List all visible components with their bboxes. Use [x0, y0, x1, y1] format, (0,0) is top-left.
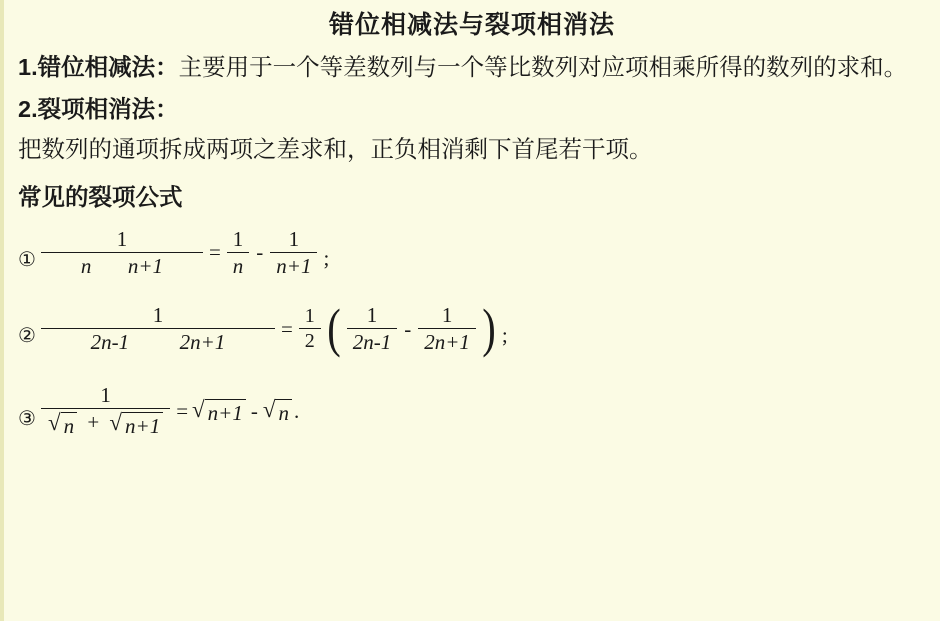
- formula-2-coefficient: [299, 305, 321, 353]
- formula-2-rhs-fraction-1: [347, 304, 398, 354]
- formula-1-den-right: n+1: [127, 253, 164, 278]
- formula-2-rhs-num-2: 1: [441, 302, 453, 327]
- formula-1-rhs-fraction-2: [270, 228, 317, 278]
- formula-3-rhs-radical-2: [263, 397, 292, 426]
- formula-3-minus: -: [250, 399, 258, 424]
- formula-1-rhs-num-1: 1: [232, 226, 244, 251]
- radical-sign-icon: √: [109, 410, 123, 436]
- formula-1-equals: =: [208, 240, 221, 265]
- formulas-subhead: 常见的裂项公式: [18, 183, 183, 210]
- formula-3-rhs-rad-1-body: n+1: [205, 399, 246, 426]
- formula-1-rhs-den-1: n: [227, 252, 250, 278]
- formula-2-den-left: 2n-1: [90, 330, 130, 355]
- formula-3: [18, 384, 926, 439]
- formula-2-rhs-den-1: 2n-1: [347, 328, 398, 354]
- formula-2-rhs-num-1: 1: [366, 302, 378, 327]
- formula-2-paren-close: ): [482, 298, 496, 359]
- formula-2-marker: ②: [18, 323, 36, 348]
- section-2-body: 把数列的通项拆成两项之差求和，正负相消剩下首尾若干项。: [18, 135, 653, 162]
- formula-2-rhs-den-2: 2n+1: [418, 328, 476, 354]
- formula-3-lhs-denominator: [41, 408, 170, 439]
- section-1-lead: 1.错位相减法：: [18, 53, 179, 80]
- formula-3-lhs-numerator: 1: [100, 383, 111, 408]
- formula-2-tail: ;: [501, 322, 508, 347]
- formula-3-den-radical-2: [109, 410, 163, 439]
- formula-1-tail: ;: [323, 246, 330, 271]
- formula-3-den-rad-2-body: n+1: [122, 412, 163, 439]
- formula-1-lhs-denominator: [41, 252, 203, 278]
- formula-3-den-rad-1-body: n: [61, 412, 78, 439]
- formula-2-lhs-fraction: [41, 304, 275, 354]
- page-title: 错位相减法与裂项相消法: [328, 11, 615, 39]
- formula-3-den-plus: +: [87, 410, 100, 435]
- formula-1-den-left: n: [80, 253, 92, 278]
- section-1-body: 主要用于一个等差数列与一个等比数列对应项相乘所得的数列的求和。: [178, 53, 908, 80]
- formula-2-lhs-numerator: 1: [152, 302, 164, 327]
- formula-3-lhs-fraction: [41, 384, 170, 439]
- formula-1-rhs-den-2: n+1: [270, 252, 317, 278]
- formula-2-coef-den: 2: [299, 328, 321, 353]
- formula-1: [18, 228, 926, 278]
- formula-1-lhs-fraction: [41, 228, 203, 278]
- formula-3-rhs-rad-2-body: n: [275, 399, 292, 426]
- formula-2: [18, 298, 926, 359]
- formula-2-minus: -: [404, 316, 412, 341]
- radical-sign-icon: √: [262, 397, 276, 423]
- formula-1-rhs-fraction-1: [227, 228, 250, 278]
- radical-sign-icon: √: [47, 410, 61, 436]
- formula-2-paren-open: (: [327, 298, 341, 359]
- formula-2-rhs-fraction-2: [418, 304, 476, 354]
- formula-2-equals: =: [280, 316, 293, 341]
- formula-1-lhs-numerator: 1: [116, 226, 128, 251]
- formula-2-den-right: 2n+1: [179, 330, 226, 355]
- formula-1-minus: -: [256, 240, 264, 265]
- formula-2-coef-num: 1: [304, 305, 315, 328]
- formula-3-den-radical-1: [48, 410, 77, 439]
- radical-sign-icon: √: [192, 397, 205, 423]
- formula-3-marker: ③: [18, 405, 36, 430]
- formula-2-lhs-denominator: [41, 328, 275, 354]
- formula-1-rhs-num-2: 1: [288, 226, 300, 251]
- section-2-lead: 2.裂项相消法：: [18, 95, 179, 122]
- formula-3-equals: =: [176, 399, 189, 424]
- section-1: [18, 48, 926, 86]
- formula-3-rhs-radical-1: [192, 397, 246, 426]
- formula-3-tail: .: [293, 399, 300, 424]
- formula-1-marker: ①: [18, 246, 36, 271]
